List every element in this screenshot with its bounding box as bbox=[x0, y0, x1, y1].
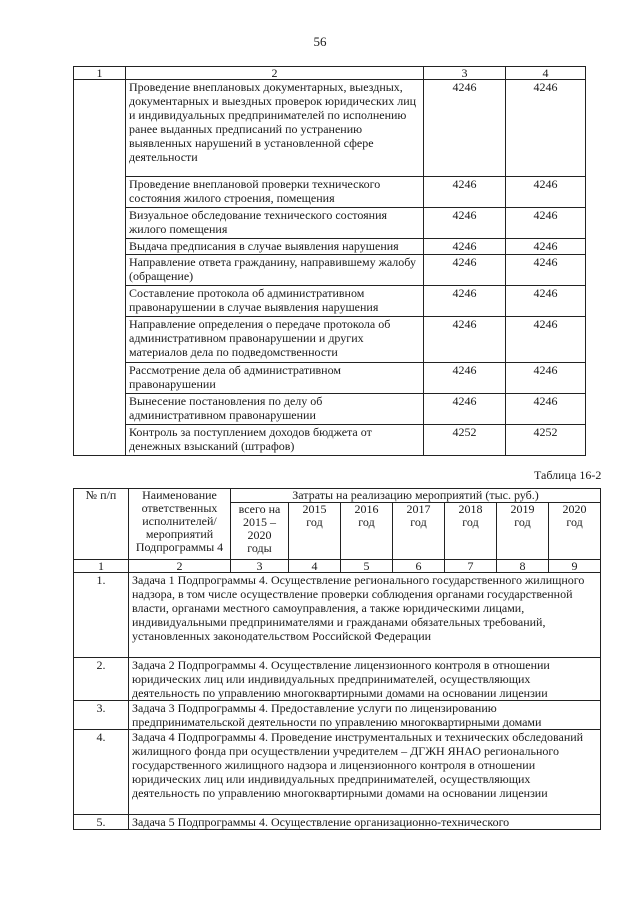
activities-table bbox=[73, 66, 586, 456]
header-year: 2015 год bbox=[289, 503, 341, 560]
indicator-value: 4246 bbox=[506, 317, 586, 363]
table-row bbox=[74, 317, 586, 363]
indicator-value: 4246 bbox=[506, 255, 586, 286]
activity-name: Выдача предписания в случае выявления нарушения bbox=[126, 239, 424, 255]
indicator-value: 4246 bbox=[424, 363, 506, 394]
column-number-1: 1 bbox=[74, 67, 126, 80]
indicator-value: 4246 bbox=[424, 286, 506, 317]
column-index-row bbox=[74, 560, 601, 573]
column-index: 7 bbox=[445, 560, 497, 573]
column-index: 1 bbox=[74, 560, 129, 573]
indicator-value: 4246 bbox=[424, 317, 506, 363]
header-number: № п/п bbox=[74, 489, 129, 560]
task-number: 5. bbox=[74, 815, 129, 830]
column-index: 6 bbox=[393, 560, 445, 573]
table-row bbox=[74, 177, 586, 208]
indicator-value: 4246 bbox=[424, 177, 506, 208]
costs-table bbox=[73, 488, 601, 830]
indicator-value: 4246 bbox=[506, 80, 586, 177]
page-number: 56 bbox=[313, 34, 327, 49]
table-row bbox=[74, 363, 586, 394]
column-index: 8 bbox=[497, 560, 549, 573]
table-row bbox=[74, 239, 586, 255]
table-row bbox=[74, 80, 586, 177]
table-header-row bbox=[74, 67, 586, 80]
header-costs: Затраты на реализацию мероприятий (тыс. руб.) bbox=[231, 489, 601, 503]
task-row bbox=[74, 573, 601, 658]
column-index: 3 bbox=[231, 560, 289, 573]
task-row bbox=[74, 815, 601, 830]
task-text: Задача 1 Подпрограммы 4. Осуществление регионального государственного жилищного надзора, в том числе осуществление проверки соблюдения органами государственной власти, органами местного самоуправления, а также юридическими лицами, индивидуальными предпринимателями и гражданами обязательных требований, установленных законодательством Российской Федерации bbox=[129, 573, 601, 658]
task-row bbox=[74, 701, 601, 730]
task-number: 4. bbox=[74, 730, 129, 815]
table-caption: Таблица 16-2 bbox=[534, 468, 602, 482]
activity-name: Контроль за поступлением доходов бюджета от денежных взысканий (штрафов) bbox=[126, 425, 424, 456]
task-number: 3. bbox=[74, 701, 129, 730]
task-row bbox=[74, 730, 601, 815]
header-total: всего на 2015 – 2020 годы bbox=[231, 503, 289, 560]
indicator-value: 4246 bbox=[506, 177, 586, 208]
task-row bbox=[74, 658, 601, 701]
indicator-value: 4246 bbox=[506, 286, 586, 317]
activity-name: Направление ответа гражданину, направившему жалобу (обращение) bbox=[126, 255, 424, 286]
indicator-value: 4246 bbox=[506, 363, 586, 394]
table-row bbox=[74, 286, 586, 317]
header-year: 2017 год bbox=[393, 503, 445, 560]
header-year: 2020 год bbox=[549, 503, 601, 560]
task-text: Задача 5 Подпрограммы 4. Осуществление организационно-технического bbox=[129, 815, 601, 830]
indicator-value: 4246 bbox=[424, 80, 506, 177]
indicator-value: 4246 bbox=[424, 394, 506, 425]
task-text: Задача 3 Подпрограммы 4. Предоставление услуги по лицензированию предпринимательской деятельности по управлению многоквартирными домами bbox=[129, 701, 601, 730]
task-number: 1. bbox=[74, 573, 129, 658]
indicator-value: 4246 bbox=[506, 208, 586, 239]
indicator-value: 4246 bbox=[506, 239, 586, 255]
indicator-value: 4252 bbox=[506, 425, 586, 456]
task-text: Задача 4 Подпрограммы 4. Проведение инструментальных и технических обследований жилищного фонда при осуществлении учредителем – ДГЖН ЯНАО регионального государственного жилищного надзора и лицензионного контроля в отношении юридических лиц или индивидуальных предпринимателей, осуществляющих деятельность по управлению многоквартирными домами на основании лицензии bbox=[129, 730, 601, 815]
column-number-3: 3 bbox=[424, 67, 506, 80]
column-number-2: 2 bbox=[126, 67, 424, 80]
column-index: 2 bbox=[129, 560, 231, 573]
table-row bbox=[74, 255, 586, 286]
empty-merged-cell bbox=[74, 80, 126, 456]
activity-name: Составление протокола об административном правонарушении в случае выявления нарушения bbox=[126, 286, 424, 317]
activity-name: Вынесение постановления по делу об административном правонарушении bbox=[126, 394, 424, 425]
table-row bbox=[74, 394, 586, 425]
indicator-value: 4246 bbox=[506, 394, 586, 425]
column-number-4: 4 bbox=[506, 67, 586, 80]
header-year: 2016 год bbox=[341, 503, 393, 560]
header-responsible: Наименование ответственных исполнителей/ мероприятий Подпрограммы 4 bbox=[129, 489, 231, 560]
activity-name: Визуальное обследование технического состояния жилого помещения bbox=[126, 208, 424, 239]
column-index: 9 bbox=[549, 560, 601, 573]
activity-name: Направление определения о передаче протокола об административном правонарушении и других материалов дела по подведомственности bbox=[126, 317, 424, 363]
column-index: 4 bbox=[289, 560, 341, 573]
activity-name: Проведение внеплановой проверки технического состояния жилого строения, помещения bbox=[126, 177, 424, 208]
column-index: 5 bbox=[341, 560, 393, 573]
task-number: 2. bbox=[74, 658, 129, 701]
indicator-value: 4252 bbox=[424, 425, 506, 456]
table-header-row bbox=[74, 489, 601, 503]
activity-name: Рассмотрение дела об административном правонарушении bbox=[126, 363, 424, 394]
activity-name: Проведение внеплановых документарных, выездных, документарных и выездных проверок юридических лиц и индивидуальных предпринимателей по исполнению ранее выданных предписаний по устранению выявленных нарушений в установленной сфере деятельности bbox=[126, 80, 424, 177]
header-year: 2018 год bbox=[445, 503, 497, 560]
indicator-value: 4246 bbox=[424, 208, 506, 239]
table-row bbox=[74, 425, 586, 456]
indicator-value: 4246 bbox=[424, 255, 506, 286]
indicator-value: 4246 bbox=[424, 239, 506, 255]
table-row bbox=[74, 208, 586, 239]
header-year: 2019 год bbox=[497, 503, 549, 560]
task-text: Задача 2 Подпрограммы 4. Осуществление лицензионного контроля в отношении юридических лиц или индивидуальных предпринимателей, осуществляющих деятельность по управлению многоквартирными домами на основании лицензии bbox=[129, 658, 601, 701]
